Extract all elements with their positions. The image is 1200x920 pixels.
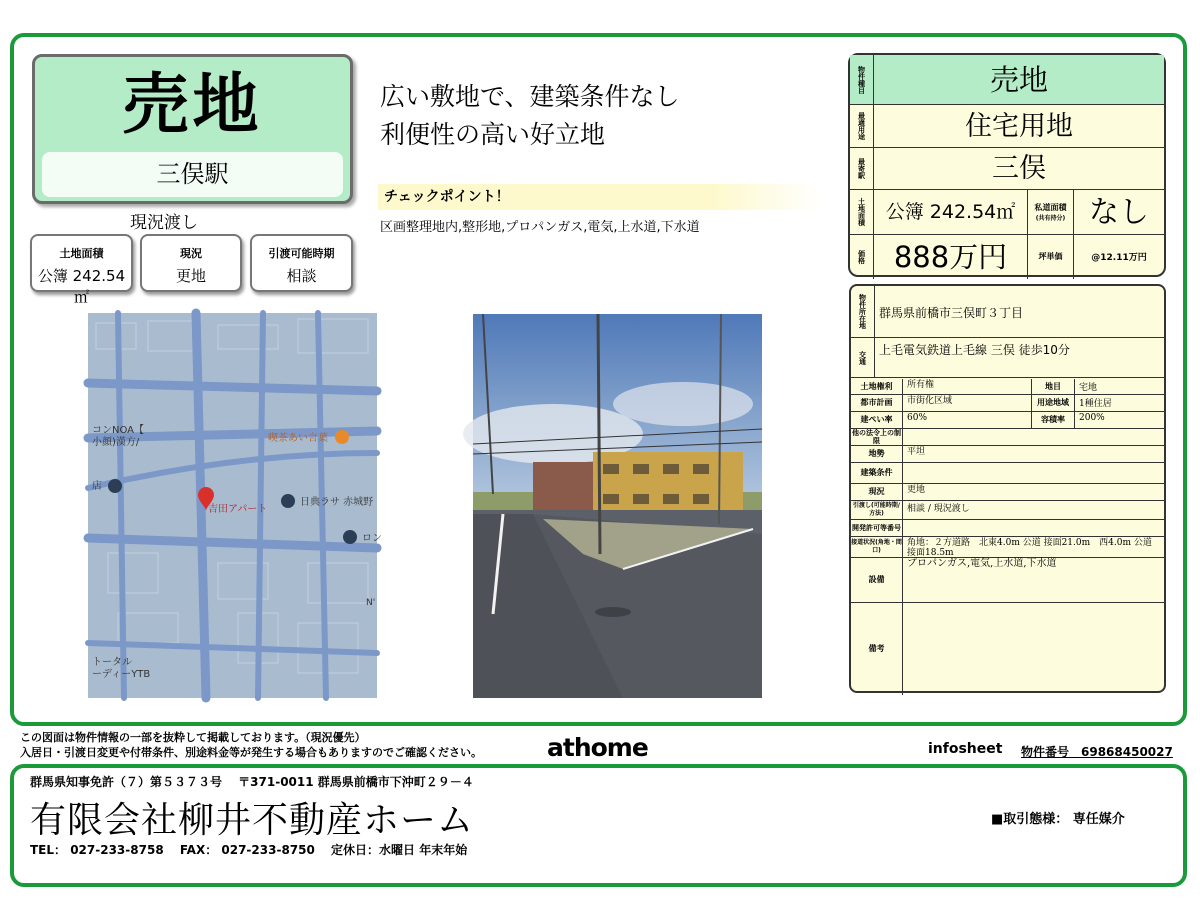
- detail-label: 物件所在地: [851, 286, 875, 337]
- summary-label: 最適用途: [850, 105, 874, 147]
- spec-value: 公簿 242.54㎡: [37, 267, 126, 306]
- zoning-value: 1種住居: [1079, 399, 1112, 409]
- spec-label: 引渡可能時期: [268, 247, 335, 260]
- map-canvas: [88, 313, 382, 698]
- far-value: 200%: [1079, 413, 1105, 423]
- spec-value: 相談: [286, 267, 317, 285]
- infosheet-label: infosheet: [928, 741, 1003, 757]
- summary-label: 土地面積: [850, 190, 874, 234]
- athome-logo: athome: [547, 733, 648, 762]
- detail-row-access: [851, 338, 1164, 378]
- summary-table: [848, 53, 1166, 277]
- detail-label: 土地権利: [851, 379, 903, 394]
- detail-row-facility: [851, 558, 1164, 603]
- detail-label: 現況: [851, 484, 903, 500]
- place-marker-icon[interactable]: [108, 479, 122, 493]
- summary-station-value: 三俣: [992, 153, 1046, 184]
- map-label-ny: N': [366, 598, 376, 608]
- price-value: 888万円: [874, 235, 1028, 279]
- summary-use-value: 住宅用地: [965, 111, 1073, 142]
- license-info: 群馬県知事免許（７）第５３７３号 〒371-0011 群馬県前橋市下沖町２９－４: [30, 775, 474, 789]
- summary-type-value: 売地: [989, 63, 1048, 97]
- catch-line-1: 広い敷地で、建築条件なし: [380, 82, 680, 111]
- detail-row-terrain: [851, 446, 1164, 463]
- footer-note-1: この図面は物件情報の一部を抜粋して掲載しております。（現況優先）: [20, 731, 366, 744]
- terrain-value: 平坦: [907, 447, 926, 457]
- spec-land-area: [30, 234, 133, 306]
- summary-label: 価格: [850, 235, 874, 279]
- detail-label: 他の法令上の制限: [852, 429, 901, 445]
- summary-label: 最寄駅: [850, 148, 874, 189]
- rights-value: 所有権: [907, 380, 935, 390]
- detail-row-road: [851, 537, 1164, 558]
- detail-row-bcr: [851, 412, 1164, 429]
- far-label: 容積率: [1031, 412, 1075, 428]
- summary-label: 物件種目: [850, 55, 874, 104]
- trade-type: ■取引態様： 専任媒介: [991, 812, 1125, 827]
- map-label-store: 日典ラサ 赤城野: [300, 497, 374, 508]
- catch-line-2: 利便性の高い好立地: [380, 120, 606, 149]
- hero-panel: [32, 54, 353, 204]
- detail-row-current: [851, 484, 1164, 501]
- private-road-label: 私道面積: [1034, 203, 1067, 212]
- summary-area-value: 公簿 242.54㎡: [874, 190, 1028, 234]
- map-label-misc2: ロン: [362, 533, 382, 544]
- city-plan-value: 市街化区域: [907, 396, 953, 406]
- spec-label: 土地面積: [59, 247, 104, 260]
- private-road-label-cell: [1028, 190, 1074, 234]
- facility-value: プロパンガス,電気,上水道,下水道: [907, 558, 1057, 569]
- summary-row-type: [850, 55, 1164, 105]
- chimoku-value: 宅地: [1079, 383, 1098, 393]
- catch-copy: [380, 78, 680, 154]
- handover-value: 相談 / 現況渡し: [907, 504, 970, 514]
- checkpoint-text: 区画整理地内,整形地,プロパンガス,電気,上水道,下水道: [380, 220, 700, 235]
- detail-row-rights: [851, 379, 1164, 395]
- spec-value: 更地: [175, 267, 206, 285]
- checkpoint-heading: チェックポイント！: [378, 184, 822, 210]
- access-value: 上毛電気鉄道上毛線 三俣 徒歩10分: [879, 343, 1070, 357]
- map-label-total2: ーディーYTB: [92, 669, 151, 680]
- summary-row-price: [850, 235, 1164, 279]
- status-caption: 現況渡し: [130, 213, 198, 233]
- tsubo-label: 坪単価: [1028, 235, 1074, 279]
- map-label-shop: コンNOA【: [92, 425, 145, 436]
- map-label-target: 吉田アパート: [208, 504, 268, 515]
- detail-label: 地勢: [851, 446, 903, 462]
- map-label-shop2: 小顔)漢方/: [92, 437, 140, 448]
- detail-label: 建築条件: [851, 463, 903, 483]
- bcr-value: 60%: [907, 413, 928, 423]
- cafe-pin-icon[interactable]: [335, 430, 349, 444]
- current-value: 更地: [907, 485, 926, 495]
- summary-row-area: [850, 190, 1164, 235]
- detail-label: 設備: [851, 558, 903, 602]
- tsubo-value: @12.11万円: [1091, 253, 1147, 263]
- hero-station: 三俣駅: [42, 152, 343, 197]
- spec-handover: [250, 234, 353, 292]
- contact-info: TEL： 027-233-8758 FAX： 027-233-8750 定休日：水曜日 年末年始: [30, 843, 468, 857]
- detail-row-city-plan: [851, 395, 1164, 412]
- map-label-misc: 店: [92, 481, 102, 492]
- detail-label: 都市計画: [851, 395, 903, 411]
- detail-label: 引渡し(可能時期/方法): [851, 501, 903, 519]
- hero-title: 売地: [122, 66, 263, 143]
- detail-label: 接道状況(角地・間口): [851, 537, 903, 557]
- detail-row-other-law: [851, 429, 1164, 446]
- detail-label: 備考: [851, 603, 903, 695]
- detail-row-build-cond: [851, 463, 1164, 484]
- road-value: 角地：２方道路 北東4.0m 公道 接面21.0m 西4.0m 公道 接面18.5m: [907, 538, 1152, 558]
- location-map[interactable]: [88, 313, 382, 698]
- private-road-value: なし: [1089, 195, 1149, 230]
- detail-label: 交通: [851, 338, 875, 377]
- detail-row-remarks: [851, 603, 1164, 695]
- place-marker-icon-2[interactable]: [343, 530, 357, 544]
- spec-current-status: [140, 234, 242, 292]
- site-photo: [473, 314, 762, 698]
- detail-label: 開発許可等番号: [851, 520, 903, 536]
- summary-row-use: [850, 105, 1164, 148]
- map-label-cafe: 喫茶あい言葉: [268, 433, 328, 444]
- private-road-sub: (共有持分): [1035, 215, 1066, 222]
- zoning-label: 用途地域: [1031, 395, 1075, 411]
- photo-canvas: [473, 314, 762, 698]
- detail-row-handover: [851, 501, 1164, 520]
- map-label-total1: トータル: [92, 657, 132, 668]
- chimoku-label: 地目: [1031, 379, 1075, 394]
- summary-row-station: [850, 148, 1164, 190]
- address-value: 群馬県前橋市三俣町３丁目: [879, 306, 1024, 320]
- details-table: [849, 284, 1166, 693]
- footer-note: [20, 730, 482, 760]
- detail-row-dev-permit: [851, 520, 1164, 537]
- company-name: 有限会社柳井不動産ホーム: [30, 800, 475, 841]
- footer-note-2: 入居日・引渡日変更や付帯条件、別途料金等が発生する場合もありますのでご確認ください。: [20, 746, 482, 759]
- spec-label: 現況: [180, 247, 202, 260]
- detail-row-address: [851, 286, 1164, 338]
- detail-label: 建ぺい率: [851, 412, 903, 428]
- property-number: 物件番号 69868450027: [1021, 745, 1173, 759]
- store-marker-icon[interactable]: [281, 494, 295, 508]
